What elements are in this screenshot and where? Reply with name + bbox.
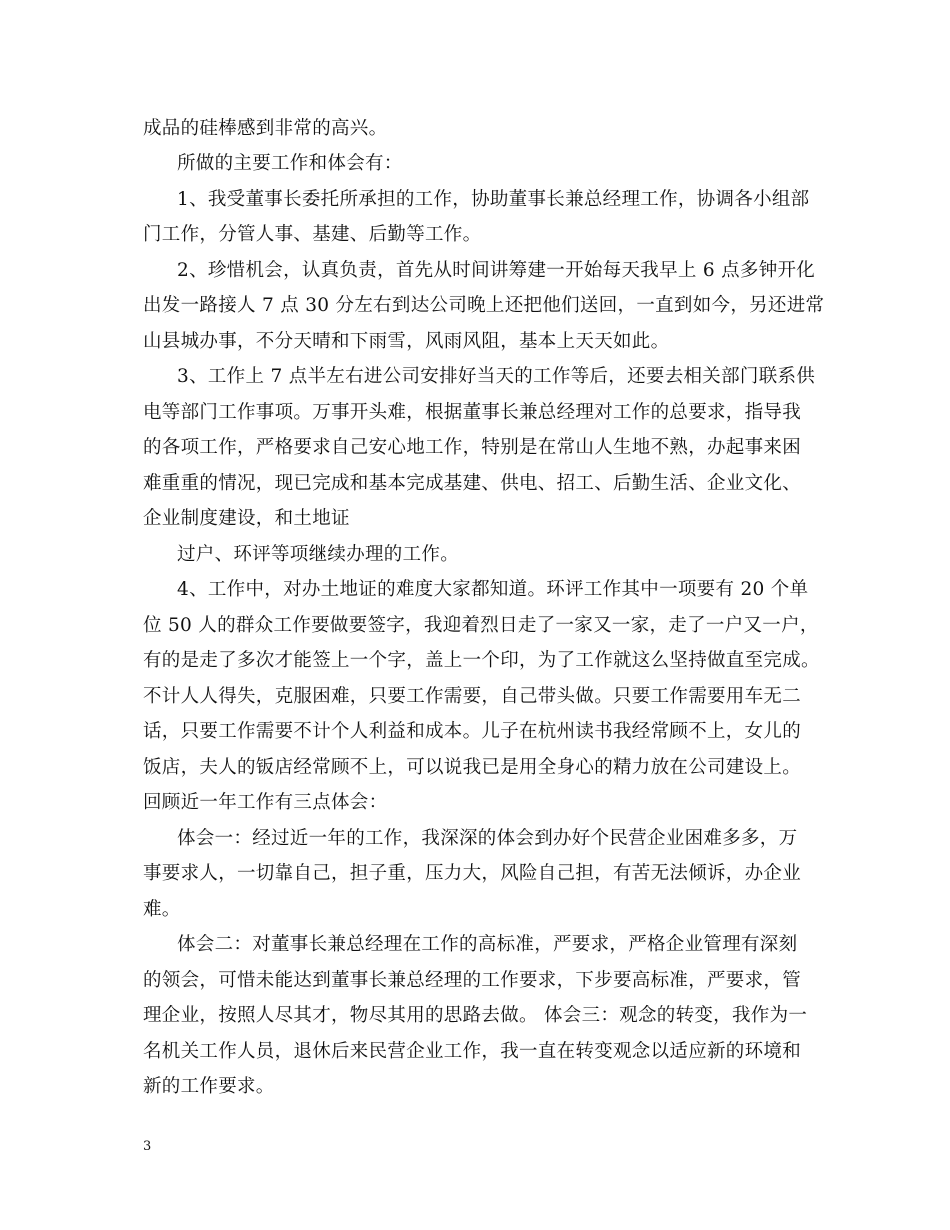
text-line: 的各项工作，严格要求自己安心地工作，特别是在常山人生地不熟，办起事来困: [143, 437, 802, 458]
text-line: 有的是走了多次才能签上一个字，盖上一个印，为了工作就这么坚持做直至完成。: [143, 650, 820, 671]
text-line: 企业制度建设，和土地证: [143, 508, 350, 529]
text-line: 回顾近一年工作有三点体会：: [143, 792, 388, 813]
text-line: 3、工作上 7 点半左右进公司安排好当天的工作等后，还要去相关部门联系供: [177, 366, 816, 387]
text-line: 难。: [143, 899, 181, 920]
text-line: 所做的主要工作和体会有：: [177, 153, 403, 174]
text-line: 的领会，可惜未能达到董事长兼总经理的工作要求，下步要高标准，严要求，管: [143, 970, 802, 991]
text-line: 难重重的情况，现已完成和基本完成基建、供电、招工、后勤生活、企业文化、: [143, 473, 802, 494]
text-line: 不计人人得失，克服困难，只要工作需要，自己带头做。只要工作需要用车无二: [143, 686, 802, 707]
text-line: 成品的硅棒感到非常的高兴。: [143, 118, 388, 139]
text-line: 事要求人，一切靠自己，担子重，压力大，风险自己担，有苦无法倾诉，办企业: [143, 863, 802, 884]
page-number: 3: [143, 1139, 152, 1154]
text-line: 体会一：经过近一年的工作，我深深的体会到办好个民营企业困难多多，万: [177, 828, 798, 849]
text-line: 饭店，夫人的钣店经常顾不上，可以说我已是用全身心的精力放在公司建设上。: [143, 757, 802, 778]
text-line: 过户、环评等项继续办理的工作。: [177, 544, 460, 565]
text-line: 名机关工作人员，退休后来民营企业工作，我一直在转变观念以适应新的环境和: [143, 1041, 802, 1062]
text-line: 体会二：对董事长兼总经理在工作的高标准，严要求，严格企业管理有深刻: [177, 934, 798, 955]
text-line: 话，只要工作需要不计个人利益和成本。儿子在杭州读书我经常顾不上，女儿的: [143, 721, 802, 742]
text-line: 山县城办事，不分天晴和下雨雪，风雨风阻，基本上天天如此。: [143, 331, 670, 352]
text-line: 门工作，分管人事、基建、后勤等工作。: [143, 224, 482, 245]
text-line: 电等部门工作事项。万事开头难，根据董事长兼总经理对工作的总要求，指导我: [143, 402, 802, 423]
text-line: 位 50 人的群众工作要做要签字，我迎着烈日走了一家又一家，走了一户又一户，: [143, 615, 819, 636]
text-line: 2、珍惜机会，认真负责，首先从时间讲筹建一开始每天我早上 6 点多钟开化: [177, 260, 816, 281]
text-line: 新的工作要求。: [143, 1076, 275, 1097]
text-line: 4、工作中，对办土地证的难度大家都知道。环评工作其中一项要有 20 个单: [177, 579, 809, 600]
text-line: 理企业，按照人尽其才，物尽其用的思路去做。 体会三：观念的转变，我作为一: [143, 1005, 808, 1026]
text-line: 1、我受董事长委托所承担的工作，协助董事长兼总经理工作，协调各小组部: [177, 189, 810, 210]
text-line: 出发一路接人 7 点 30 分左右到达公司晚上还把他们送回，一直到如今，另还进常: [143, 295, 825, 316]
